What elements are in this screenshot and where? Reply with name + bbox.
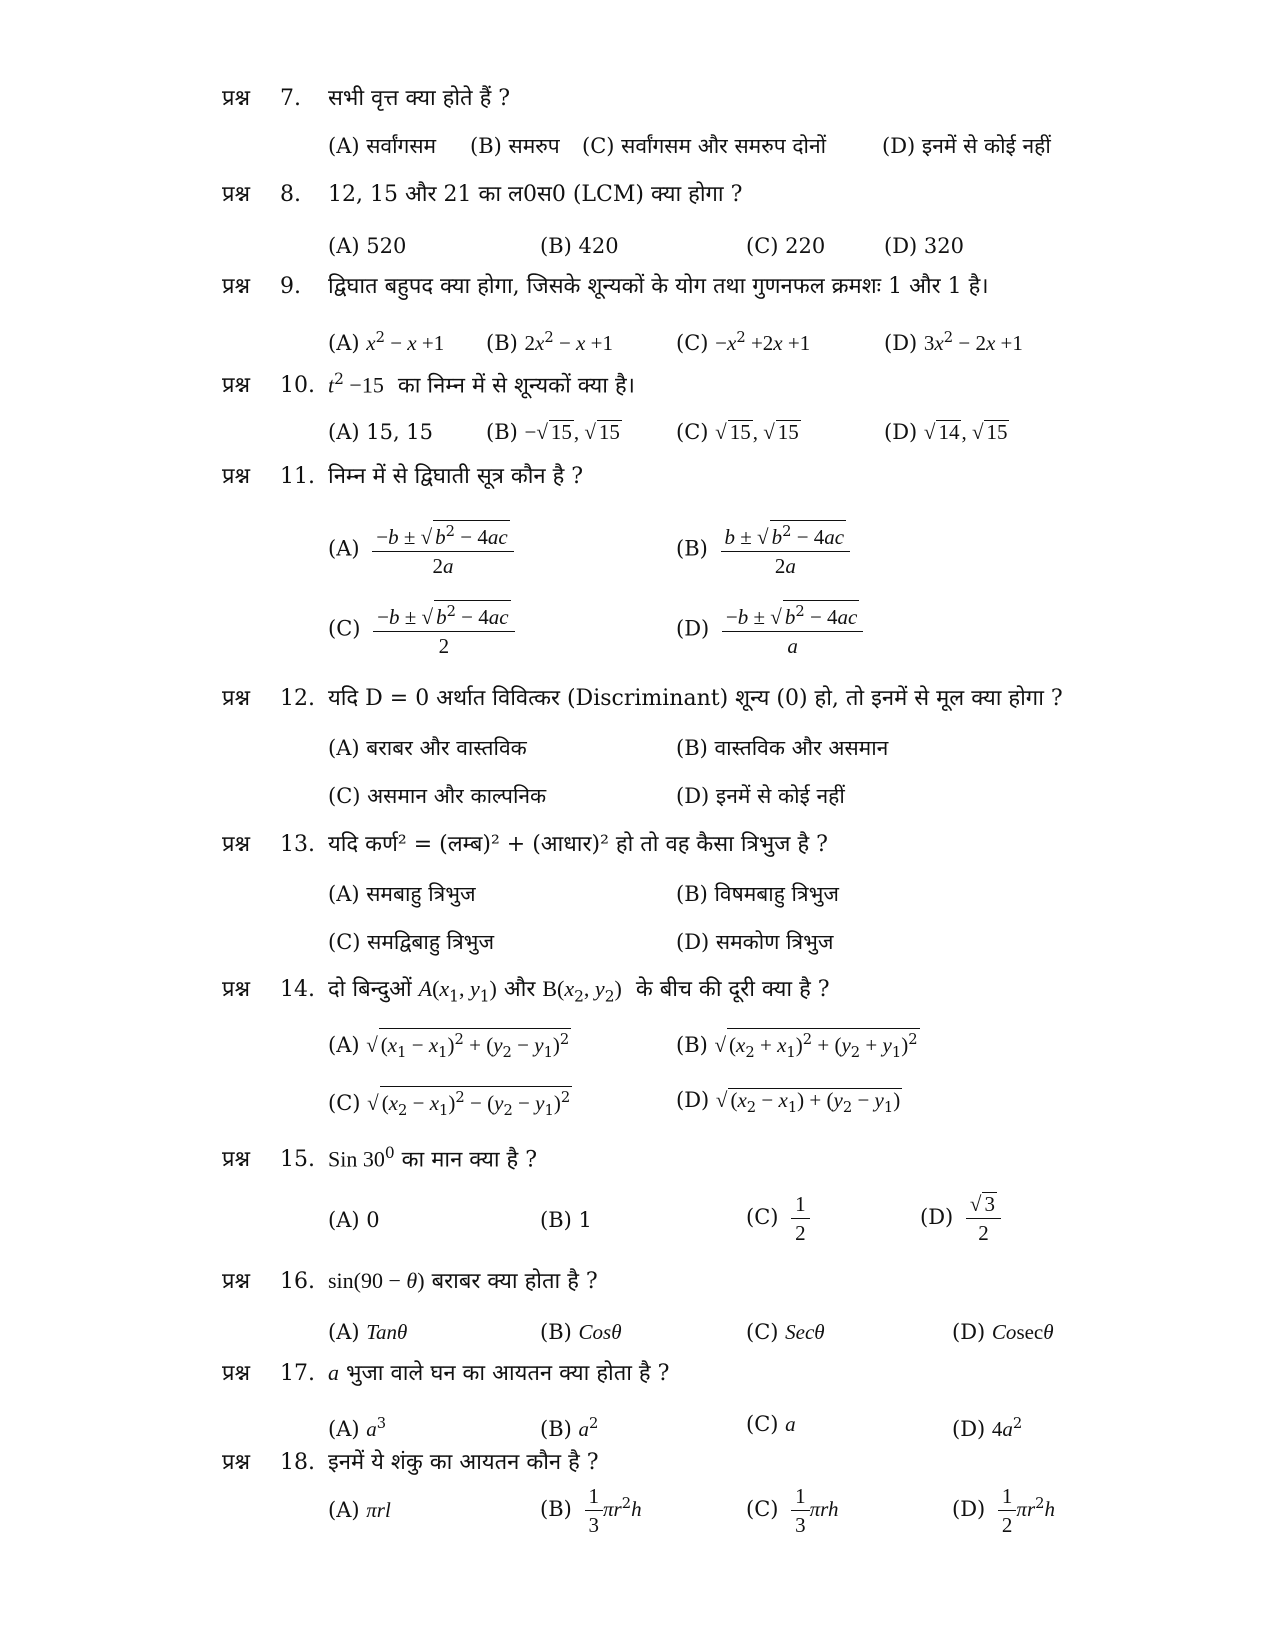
question-label: प्रश्न — [222, 977, 251, 1002]
question-text: इनमें ये शंकु का आयतन कौन है ? — [328, 1450, 599, 1475]
question-label: प्रश्न — [222, 274, 251, 299]
question-text: सभी वृत्त क्या होते हैं ? — [328, 86, 511, 111]
question-9 — [222, 272, 989, 302]
option-d: (D) $\frac{-b \pm √ b^2 - 4ac}{a}$ — [676, 600, 863, 660]
question-label: प्रश्न — [222, 1361, 251, 1386]
question-number: 11. — [280, 464, 315, 489]
question-number: 14. — [280, 977, 315, 1002]
option-b: (B) समरुप — [470, 134, 560, 158]
question-label: प्रश्न — [222, 373, 251, 399]
question-text: द्विघात बहुपद क्या होगा, जिसके शून्यकों के योग तथा गुणनफल क्रमशः 1 और 1 है। — [328, 274, 989, 299]
question-number: 15. — [280, 1147, 315, 1173]
question-7 — [222, 84, 510, 114]
question-text-2: और — [503, 977, 536, 1002]
option-d: (D) समकोण त्रिभुज — [676, 930, 834, 954]
option-d: (D) √ 14, √ 15 — [884, 420, 1008, 444]
question-text: निम्न में से द्विघाती सूत्र कौन है ? — [328, 464, 584, 489]
question-number: 12. — [280, 686, 315, 711]
option-c: (C) 220 — [746, 234, 826, 258]
option-b: (B) √ $(x_2 + x_1)^2 + (y_2 + y_1)^2$ — [676, 1028, 920, 1064]
question-number: 16. — [280, 1269, 315, 1294]
question-17: प्रश्न 17. a भुजा वाले घन का आयतन क्या होता है ? — [222, 1358, 669, 1389]
option-a: (A) √ $(x_1 - x_1)^2 + (y_2 - y_1)^2$ — [328, 1028, 571, 1064]
option-d: (D) $4a^2$ — [952, 1415, 1023, 1441]
option-d: (D) Cosecθ — [952, 1320, 1054, 1344]
question-8 — [222, 180, 742, 210]
option-a: (A) 15, 15 — [328, 420, 434, 444]
question-label: प्रश्न — [222, 182, 251, 207]
option-c: (C) सर्वांगसम और समरुप दोनों — [582, 134, 827, 158]
option-c: (C) समद्विबाहु त्रिभुज — [328, 930, 495, 954]
option-b: (B) 1 — [540, 1208, 592, 1232]
option-d: (D) इनमें से कोई नहीं — [882, 134, 1051, 158]
question-text: भुजा वाले घन का आयतन क्या होता है ? — [346, 1361, 670, 1386]
option-a: (A) 520 — [328, 234, 407, 258]
option-c: (C) $\frac{1}{3}$ πrh — [746, 1484, 839, 1537]
question-number: 9. — [280, 274, 301, 299]
option-b: (B) $\frac{1}{3}$ $\pi r^2h$ — [540, 1484, 642, 1537]
option-b: (B) 420 — [540, 234, 619, 258]
option-d: (D) $\frac{1}{2}$ $\pi r^2h$ — [952, 1484, 1055, 1537]
option-b: (B) वास्तविक और असमान — [676, 736, 889, 760]
option-a: (A) $x^2 - x +1$ — [328, 329, 445, 355]
question-label: प्रश्न — [222, 1450, 251, 1475]
question-label: प्रश्न — [222, 86, 251, 111]
option-b: (B) $\frac{b \pm √ b^2 - 4ac}{2a}$ — [676, 520, 850, 580]
option-d: (D) $3x^2 - 2x +1$ — [884, 329, 1023, 355]
option-c: (C) Secθ — [746, 1320, 825, 1344]
question-10: प्रश्न 10. $t^2 -15$ का निम्न में से शून्यकों क्या है। — [222, 364, 635, 401]
question-11 — [222, 462, 583, 492]
option-c: (C) $\frac{-b \pm √ b^2 - 4ac}{2}$ — [328, 600, 515, 660]
question-14: प्रश्न 14. दो बिन्दुओं $A(x_1$, $y_1$) और $B(x_2$, $y_2$) के बीच की दूरी क्या है ? — [222, 976, 830, 1006]
option-c: (C) √ 15, √ 15 — [676, 420, 799, 444]
question-text: यदि कर्ण² = (लम्ब)² + (आधार)² हो तो वह कैसा त्रिभुज है ? — [328, 832, 828, 857]
option-c: (C) असमान और काल्पनिक — [328, 784, 547, 808]
option-a: (A) Tanθ — [328, 1320, 408, 1344]
question-text: यदि D = 0 अर्थात विवित्कर (Discriminant) शून्य (0) हो, तो इनमें से मूल क्या होगा ? — [328, 686, 1063, 711]
question-16: प्रश्न 16. sin(90 − θ) बराबर क्या होता है ? — [222, 1266, 598, 1297]
option-b: (B) Cosθ — [540, 1320, 622, 1344]
option-c: (C) a — [746, 1412, 796, 1436]
option-b: (B) $2x^2 - x +1$ — [486, 329, 613, 355]
option-b: (B) $a^2$ — [540, 1415, 599, 1441]
question-text-3: के बीच की दूरी क्या है ? — [635, 977, 830, 1002]
question-label: प्रश्न — [222, 1147, 251, 1173]
question-15: प्रश्न 15. Sin $30^0$ का मान क्या है ? — [222, 1138, 537, 1175]
option-a: (A) $\frac{-b \pm √ b^2 - 4ac}{2a}$ — [328, 520, 514, 580]
option-d: (D) 320 — [884, 234, 964, 258]
question-18 — [222, 1448, 599, 1478]
option-a: (A) πrl — [328, 1498, 391, 1522]
option-a: (A) 0 — [328, 1208, 380, 1232]
option-a: (A) $a^3$ — [328, 1415, 387, 1441]
question-12 — [222, 684, 1063, 714]
option-a: (A) समबाहु त्रिभुज — [328, 882, 476, 906]
option-c: $(C) -x^2 +2x +1$ — [676, 329, 811, 355]
question-label: प्रश्न — [222, 464, 251, 489]
question-number: 17. — [280, 1361, 315, 1386]
question-label: प्रश्न — [222, 686, 251, 711]
question-number: 18. — [280, 1450, 315, 1475]
question-text: बराबर क्या होता है ? — [431, 1269, 598, 1294]
question-label: प्रश्न — [222, 832, 251, 857]
question-number: 7. — [280, 86, 301, 111]
question-label: प्रश्न — [222, 1269, 251, 1294]
question-text: 12, 15 और 21 का ल0स0 (LCM) क्या होगा ? — [328, 182, 743, 207]
option-b: (B) विषमबाहु त्रिभुज — [676, 882, 839, 906]
question-number: 10. — [280, 373, 315, 399]
question-text: का निम्न में से शून्यकों क्या है। — [397, 373, 636, 399]
question-13 — [222, 830, 828, 860]
option-b: (B) −√ 15, √ 15 — [486, 420, 620, 444]
option-d: (D) √ $(x_2 - x_1) + (y_2 - y_1)$ — [676, 1086, 902, 1119]
question-text: दो बिन्दुओं — [328, 977, 412, 1002]
option-c: (C) √ $(x_2 - x_1)^2 - (y_2 - y_1)^2$ — [328, 1086, 572, 1122]
option-c: (C) $\frac{1}{2}$ — [746, 1190, 810, 1247]
option-d: (D) इनमें से कोई नहीं — [676, 784, 845, 808]
option-a: (A) सर्वांगसम — [328, 134, 437, 158]
question-text: का मान क्या है ? — [401, 1147, 537, 1173]
question-number: 13. — [280, 832, 315, 857]
option-d: (D) $\frac{√ 3}{2}$ — [920, 1190, 1001, 1247]
option-a: (A) बराबर और वास्तविक — [328, 736, 527, 760]
question-number: 8. — [280, 182, 301, 207]
